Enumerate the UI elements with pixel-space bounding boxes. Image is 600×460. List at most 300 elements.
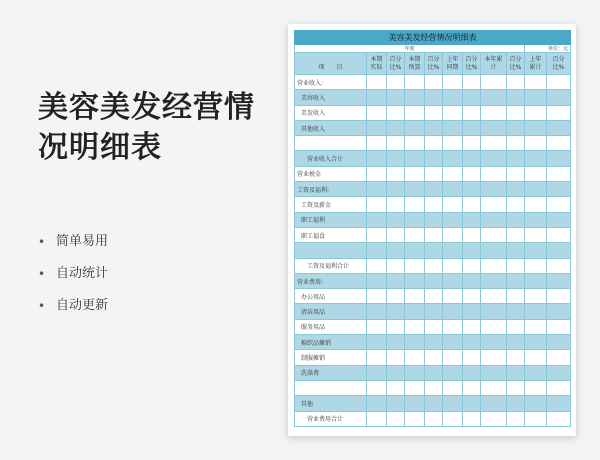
table-cell <box>463 136 481 151</box>
table-cell <box>367 105 387 120</box>
table-cell <box>405 227 425 242</box>
table-cell <box>387 289 405 304</box>
table-row <box>295 350 571 365</box>
table-cell <box>443 151 463 166</box>
column-header: 百分比% <box>463 53 481 75</box>
table-cell <box>387 166 405 181</box>
table-cell <box>547 411 571 426</box>
table-cell <box>463 212 481 227</box>
table-cell <box>443 380 463 395</box>
table-cell <box>387 335 405 350</box>
table-cell <box>507 90 525 105</box>
table-cell <box>481 120 507 135</box>
table-cell <box>387 212 405 227</box>
row-label <box>295 380 367 395</box>
table-row <box>295 396 571 411</box>
table-cell <box>425 75 443 90</box>
bullet-icon: • <box>38 299 46 313</box>
table-cell <box>367 182 387 197</box>
table-cell <box>425 411 443 426</box>
table-cell <box>507 151 525 166</box>
table-cell <box>547 304 571 319</box>
column-header: 上年累计 <box>525 53 547 75</box>
table-cell <box>481 319 507 334</box>
table-cell <box>387 365 405 380</box>
table-row <box>295 335 571 350</box>
table-cell <box>481 197 507 212</box>
table-cell <box>525 212 547 227</box>
table-cell <box>547 365 571 380</box>
table-cell <box>405 380 425 395</box>
table-cell <box>387 227 405 242</box>
table-cell <box>525 243 547 258</box>
table-cell <box>525 227 547 242</box>
table-cell <box>481 151 507 166</box>
table-cell <box>525 166 547 181</box>
table-cell <box>507 335 525 350</box>
table-cell <box>507 258 525 273</box>
table-cell <box>481 396 507 411</box>
table-cell <box>547 166 571 181</box>
feature-label: 简单易用 <box>56 234 109 249</box>
row-label: 美发收入 <box>295 105 367 120</box>
table-cell <box>463 197 481 212</box>
table-cell <box>525 365 547 380</box>
column-header: 本期预算 <box>405 53 425 75</box>
table-cell <box>463 273 481 288</box>
table-cell <box>443 365 463 380</box>
column-header: 百分比% <box>507 53 525 75</box>
table-cell <box>481 75 507 90</box>
feature-label: 自动统计 <box>56 266 109 281</box>
table-cell <box>387 136 405 151</box>
table-cell <box>405 182 425 197</box>
row-label: 美容收入 <box>295 90 367 105</box>
table-cell <box>463 304 481 319</box>
table-cell <box>463 105 481 120</box>
table-cell <box>387 120 405 135</box>
table-cell <box>387 350 405 365</box>
table-cell <box>525 105 547 120</box>
period-label: 年度 <box>295 45 525 53</box>
table-cell <box>443 350 463 365</box>
table-cell <box>547 120 571 135</box>
table-cell <box>367 350 387 365</box>
table-cell <box>425 105 443 120</box>
table-cell <box>507 411 525 426</box>
column-header: 上年同期 <box>443 53 463 75</box>
row-label: 营业税金 <box>295 166 367 181</box>
table-cell <box>367 151 387 166</box>
table-cell <box>525 75 547 90</box>
table-cell <box>443 273 463 288</box>
table-cell <box>425 258 443 273</box>
table-row <box>295 273 571 288</box>
column-header: 百分比% <box>547 53 571 75</box>
page-title-line-1: 美容美发经营情 <box>38 90 255 125</box>
table-cell <box>387 380 405 395</box>
table-cell <box>443 258 463 273</box>
table-cell <box>387 182 405 197</box>
table-cell <box>525 380 547 395</box>
table-cell <box>525 273 547 288</box>
table-cell <box>525 90 547 105</box>
table-row <box>295 319 571 334</box>
table-cell <box>525 319 547 334</box>
table-row <box>295 166 571 181</box>
table-cell <box>387 90 405 105</box>
table-cell <box>481 90 507 105</box>
table-cell <box>507 289 525 304</box>
table-cell <box>405 289 425 304</box>
spreadsheet-preview <box>288 24 576 436</box>
table-cell <box>525 197 547 212</box>
table-cell <box>405 90 425 105</box>
table-cell <box>425 182 443 197</box>
row-label: 营业收入合计 <box>295 151 367 166</box>
row-label: 洗涤费 <box>295 365 367 380</box>
table-cell <box>405 166 425 181</box>
table-cell <box>547 319 571 334</box>
statement-table <box>294 30 571 427</box>
table-cell <box>443 182 463 197</box>
table-cell <box>425 335 443 350</box>
table-cell <box>405 319 425 334</box>
page-title-line-2: 况明细表 <box>38 130 162 165</box>
table-cell <box>463 396 481 411</box>
table-cell <box>387 304 405 319</box>
table-cell <box>481 166 507 181</box>
table-cell <box>405 151 425 166</box>
table-cell <box>481 411 507 426</box>
table-cell <box>507 212 525 227</box>
table-cell <box>443 319 463 334</box>
table-cell <box>387 75 405 90</box>
table-cell <box>507 273 525 288</box>
table-cell <box>463 289 481 304</box>
row-label <box>295 136 367 151</box>
table-cell <box>367 75 387 90</box>
feature-label: 自动更新 <box>56 298 109 313</box>
table-title: 美容美发经营情况明细表 <box>295 31 571 45</box>
row-label <box>295 243 367 258</box>
table-cell <box>425 227 443 242</box>
table-cell <box>481 304 507 319</box>
table-cell <box>443 289 463 304</box>
table-cell <box>405 75 425 90</box>
table-cell <box>525 258 547 273</box>
table-row <box>295 243 571 258</box>
table-cell <box>463 182 481 197</box>
table-cell <box>463 258 481 273</box>
table-cell <box>367 136 387 151</box>
bullet-icon: • <box>38 267 46 281</box>
feature-item <box>38 296 108 328</box>
table-cell <box>443 105 463 120</box>
column-header-item: 项 目 <box>295 53 367 75</box>
table-cell <box>547 90 571 105</box>
table-cell <box>387 396 405 411</box>
table-cell <box>443 411 463 426</box>
table-cell <box>367 365 387 380</box>
row-label: 制服摊销 <box>295 350 367 365</box>
table-cell <box>425 212 443 227</box>
table-cell <box>481 136 507 151</box>
table-cell <box>387 243 405 258</box>
feature-item <box>38 232 108 264</box>
table-cell <box>481 380 507 395</box>
table-cell <box>547 350 571 365</box>
table-cell <box>425 243 443 258</box>
table-row <box>295 258 571 273</box>
table-row <box>295 182 571 197</box>
table-cell <box>425 197 443 212</box>
table-cell <box>387 151 405 166</box>
table-cell <box>405 258 425 273</box>
table-cell <box>425 380 443 395</box>
table-cell <box>425 166 443 181</box>
table-cell <box>547 335 571 350</box>
row-label: 职工福食 <box>295 227 367 242</box>
table-cell <box>525 411 547 426</box>
table-cell <box>463 319 481 334</box>
table-row <box>295 212 571 227</box>
table-cell <box>525 136 547 151</box>
table-cell <box>425 289 443 304</box>
table-cell <box>463 166 481 181</box>
table-cell <box>425 151 443 166</box>
table-cell <box>425 120 443 135</box>
table-cell <box>443 304 463 319</box>
table-cell <box>443 396 463 411</box>
table-cell <box>443 90 463 105</box>
table-cell <box>367 319 387 334</box>
row-label: 工资及福利: <box>295 182 367 197</box>
table-cell <box>443 120 463 135</box>
row-label: 服务用品 <box>295 319 367 334</box>
table-cell <box>507 319 525 334</box>
table-cell <box>367 243 387 258</box>
table-cell <box>405 273 425 288</box>
table-cell <box>481 212 507 227</box>
table-cell <box>443 227 463 242</box>
table-cell <box>463 243 481 258</box>
table-cell <box>525 120 547 135</box>
bullet-icon: • <box>38 235 46 249</box>
table-row <box>295 197 571 212</box>
table-cell <box>463 120 481 135</box>
table-cell <box>481 227 507 242</box>
table-cell <box>547 182 571 197</box>
table-cell <box>405 197 425 212</box>
table-cell <box>463 365 481 380</box>
table-cell <box>481 258 507 273</box>
table-cell <box>405 350 425 365</box>
row-label: 工资及福利合计 <box>295 258 367 273</box>
table-cell <box>547 75 571 90</box>
table-cell <box>405 136 425 151</box>
table-cell <box>367 396 387 411</box>
table-cell <box>507 75 525 90</box>
row-label: 工资及薪金 <box>295 197 367 212</box>
table-cell <box>367 166 387 181</box>
table-row <box>295 227 571 242</box>
table-cell <box>481 273 507 288</box>
unit-label: 单位：元 <box>525 45 571 53</box>
table-cell <box>507 365 525 380</box>
table-cell <box>547 105 571 120</box>
row-label: 其他收入 <box>295 120 367 135</box>
table-cell <box>387 411 405 426</box>
table-cell <box>443 75 463 90</box>
table-cell <box>367 90 387 105</box>
table-cell <box>443 197 463 212</box>
table-cell <box>507 243 525 258</box>
table-cell <box>367 258 387 273</box>
table-cell <box>525 182 547 197</box>
table-cell <box>547 151 571 166</box>
table-cell <box>463 350 481 365</box>
table-cell <box>525 151 547 166</box>
table-cell <box>443 243 463 258</box>
table-cell <box>387 258 405 273</box>
table-cell <box>547 396 571 411</box>
table-cell <box>463 151 481 166</box>
table-row <box>295 136 571 151</box>
row-label: 其他 <box>295 396 367 411</box>
table-cell <box>367 289 387 304</box>
table-cell <box>463 335 481 350</box>
feature-item <box>38 264 108 296</box>
table-cell <box>463 227 481 242</box>
table-cell <box>405 365 425 380</box>
table-cell <box>463 411 481 426</box>
table-cell <box>507 182 525 197</box>
table-row <box>295 365 571 380</box>
table-cell <box>547 289 571 304</box>
table-cell <box>425 365 443 380</box>
table-cell <box>481 105 507 120</box>
table-cell <box>367 411 387 426</box>
table-cell <box>443 166 463 181</box>
row-label: 营业费用: <box>295 273 367 288</box>
table-cell <box>525 396 547 411</box>
feature-list <box>38 232 108 328</box>
table-cell <box>405 304 425 319</box>
table-cell <box>367 273 387 288</box>
table-cell <box>387 197 405 212</box>
table-cell <box>547 212 571 227</box>
table-cell <box>405 396 425 411</box>
table-cell <box>405 120 425 135</box>
table-cell <box>547 227 571 242</box>
table-cell <box>507 120 525 135</box>
table-row <box>295 151 571 166</box>
table-cell <box>405 105 425 120</box>
table-cell <box>425 136 443 151</box>
table-cell <box>547 258 571 273</box>
table-cell <box>507 380 525 395</box>
table-cell <box>547 380 571 395</box>
table-cell <box>367 120 387 135</box>
table-cell <box>507 227 525 242</box>
table-cell <box>387 319 405 334</box>
table-row <box>295 411 571 426</box>
table-cell <box>443 212 463 227</box>
table-cell <box>405 411 425 426</box>
table-cell <box>547 136 571 151</box>
table-cell <box>425 319 443 334</box>
table-cell <box>387 105 405 120</box>
table-cell <box>507 136 525 151</box>
table-cell <box>425 90 443 105</box>
table-cell <box>425 304 443 319</box>
table-cell <box>367 212 387 227</box>
row-label: 营业收入: <box>295 75 367 90</box>
table-cell <box>367 197 387 212</box>
table-cell <box>507 166 525 181</box>
table-cell <box>481 182 507 197</box>
table-cell <box>525 335 547 350</box>
table-cell <box>463 90 481 105</box>
table-cell <box>481 335 507 350</box>
table-cell <box>507 304 525 319</box>
table-cell <box>525 289 547 304</box>
table-row <box>295 380 571 395</box>
table-cell <box>367 304 387 319</box>
table-row <box>295 289 571 304</box>
row-label: 棉织品摊销 <box>295 335 367 350</box>
table-cell <box>367 335 387 350</box>
table-row <box>295 75 571 90</box>
table-cell <box>507 105 525 120</box>
row-label: 职工福利 <box>295 212 367 227</box>
table-cell <box>443 335 463 350</box>
row-label: 营业费用合计 <box>295 411 367 426</box>
table-cell <box>405 335 425 350</box>
row-label: 办公用品 <box>295 289 367 304</box>
table-cell <box>387 273 405 288</box>
table-row <box>295 120 571 135</box>
row-label: 清洁用品 <box>295 304 367 319</box>
table-cell <box>525 350 547 365</box>
table-cell <box>547 197 571 212</box>
table-cell <box>463 380 481 395</box>
table-cell <box>481 365 507 380</box>
table-cell <box>547 243 571 258</box>
table-row <box>295 105 571 120</box>
table-cell <box>507 197 525 212</box>
column-header: 百分比% <box>387 53 405 75</box>
table-cell <box>425 350 443 365</box>
table-cell <box>507 350 525 365</box>
table-row <box>295 304 571 319</box>
table-cell <box>405 243 425 258</box>
table-cell <box>367 227 387 242</box>
table-cell <box>463 75 481 90</box>
table-cell <box>481 350 507 365</box>
left-panel <box>38 88 278 168</box>
table-cell <box>425 273 443 288</box>
table-cell <box>507 396 525 411</box>
column-header: 本年累计 <box>481 53 507 75</box>
table-cell <box>367 380 387 395</box>
column-header: 百分比% <box>425 53 443 75</box>
table-cell <box>547 273 571 288</box>
table-cell <box>525 304 547 319</box>
table-cell <box>443 136 463 151</box>
table-cell <box>481 243 507 258</box>
